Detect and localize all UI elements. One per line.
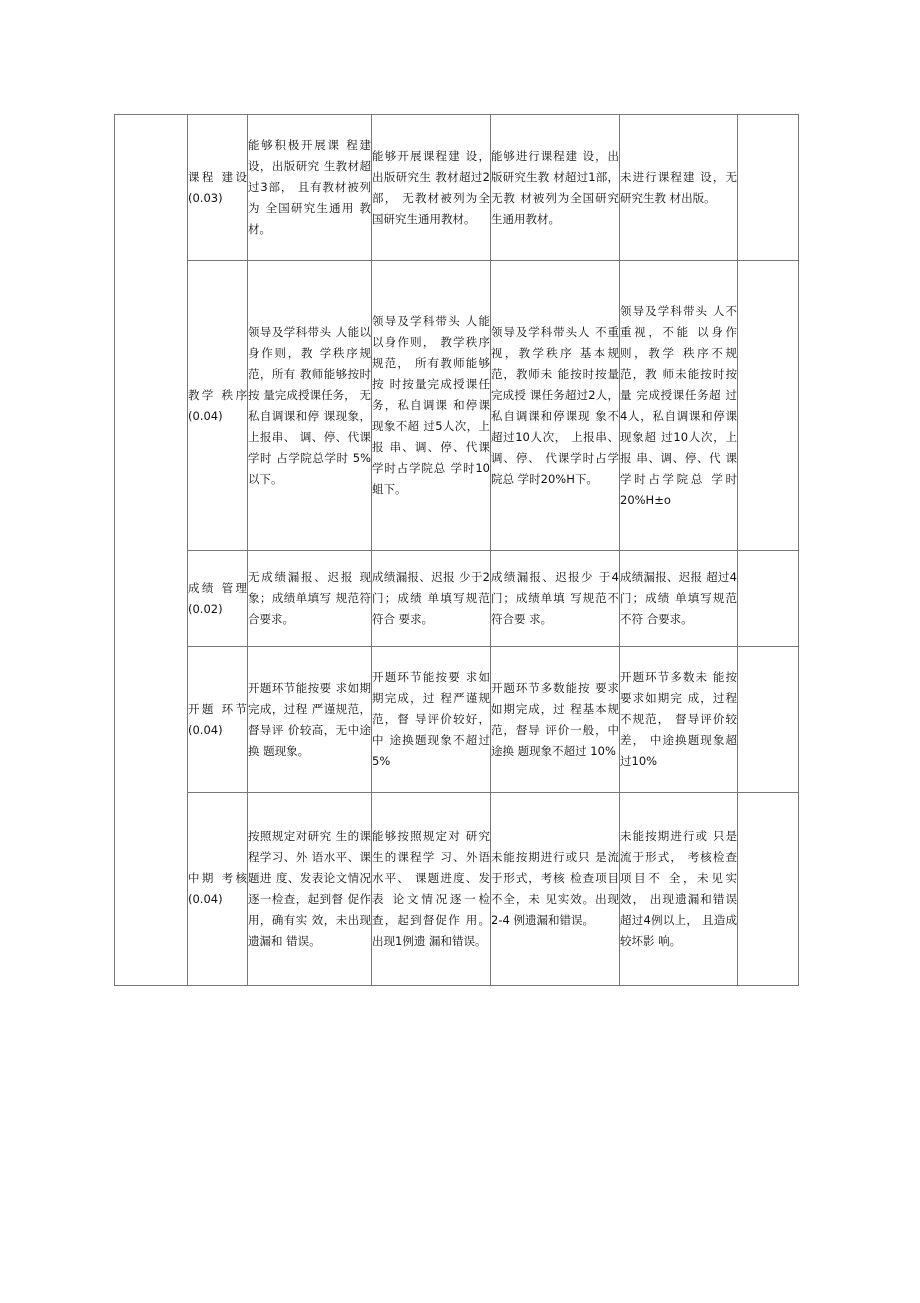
- level-text: 成绩漏报、迟报少 于4门；成绩单填 写规范不符合要 求。: [491, 570, 619, 626]
- table-row: [115, 793, 799, 986]
- item-cell: [188, 261, 248, 551]
- level-good-cell: [372, 551, 491, 647]
- table-row: [115, 115, 799, 261]
- level-text: 领导及学科带头 人能以身作则， 教学秩序规范， 所有教师能够按 时按量完成授课任务，私自调课 和停课现象不超 过5人次，上报 串、调、停、代课学时占学院总 学时10蛆下。: [372, 314, 490, 496]
- level-poor-cell: [620, 551, 738, 647]
- level-text: 成绩漏报、迟报 少于2门；成绩 单填写规范符合 要求。: [372, 570, 490, 626]
- level-text: 未能按期进行或 只是流于形式， 考核检查项目不 全，未见实效， 出现遗漏和错误 超过4例以上， 且造成较坏影 响。: [620, 829, 737, 948]
- level-text: 开题环节多数能按 要求如期完成，过 程基本规范，督导 评价一般，中途换 题现象不超过 10%: [491, 680, 619, 758]
- level-poor-cell: [620, 647, 738, 793]
- score-cell: [738, 647, 799, 793]
- item-label: 开题 环节: [188, 701, 247, 716]
- level-poor-cell: [620, 261, 738, 551]
- level-good-cell: [372, 261, 491, 551]
- level-fair-cell: [491, 551, 620, 647]
- score-cell: [738, 551, 799, 647]
- score-cell: [738, 115, 799, 261]
- level-text: 未能按期进行或只 是流于形式，考核 检查项目不全，未 见实效。出现 2-4 例遗漏和错误。: [491, 850, 619, 927]
- level-text: 无成绩漏报、迟报 现象；成绩单填写 规范符合要求。: [248, 570, 371, 626]
- evaluation-table: [114, 114, 799, 986]
- level-text: 开题环节多数未 能按要求如期完 成，过程不规范， 督导评价较差， 中途换题现象超 过10%: [620, 670, 737, 768]
- level-fair-cell: [491, 793, 620, 986]
- level-text: 领导及学科带头 人能以身作则，教 学秩序规范，所有 教师能够按时按 量完成授课任务， 无私自调课和停 课现象，上报串、 调、停、代课学时 占学院总学时 5% 以下。: [248, 324, 371, 486]
- item-label: 中期 考核: [188, 871, 247, 885]
- level-fair-cell: [491, 647, 620, 793]
- level-text: 能够按照规定对 研究生的课程学 习、外语水平、 课题进度、发表 论文情况逐一检 查，起到督促作 用。出现1例遗 漏和错误。: [372, 829, 490, 948]
- level-fair-cell: [491, 115, 620, 261]
- item-weight: (0.03): [188, 190, 223, 205]
- level-text: 未进行课程建 设，无研究生教 材出版。: [620, 169, 737, 205]
- level-excellent-cell: [248, 551, 372, 647]
- level-good-cell: [372, 647, 491, 793]
- item-weight: (0.04): [188, 892, 223, 906]
- level-text: 领导及学科带头 人不重视，不能 以身作则，教学 秩序不规范，教 师未能按时按量 完成授课任务超 过4人，私自调课和停课现象超 过10人次，上报 串、调、停、代 课学时占学院总 学时20%H±o: [620, 303, 737, 507]
- item-cell: [188, 115, 248, 261]
- table-row: [115, 647, 799, 793]
- level-text: 开题环节能按要 求如期完成，过 程严谨规范，督 导评价较好，中 途换题现象不超过5%: [372, 670, 490, 768]
- level-excellent-cell: [248, 793, 372, 986]
- item-weight: (0.04): [188, 722, 223, 737]
- level-excellent-cell: [248, 647, 372, 793]
- level-text: 领导及学科带头人 不重视，教学秩序 基本规范，教师未 能按时按量完成授 课任务超过2人， 私自调课和停课现 象不超过10人次， 上报串、调、停、 代课学时占学院总 学时20%H下。: [491, 324, 619, 486]
- table-row: [115, 261, 799, 551]
- level-poor-cell: [620, 115, 738, 261]
- score-cell: [738, 793, 799, 986]
- level-poor-cell: [620, 793, 738, 986]
- level-text: 能够开展课程建 设，出版研究生 教材超过2部， 无教材被列为全 国研究生通用教材。: [372, 148, 490, 226]
- level-excellent-cell: [248, 115, 372, 261]
- level-text: 成绩漏报、迟报 超过4门；成绩 单填写规范不符 合要求。: [620, 570, 737, 626]
- level-excellent-cell: [248, 261, 372, 551]
- level-text: 开题环节能按要 求如期完成，过程 严谨规范，督导评 价较高，无中途换 题现象。: [248, 680, 371, 758]
- level-good-cell: [372, 115, 491, 261]
- item-cell: [188, 647, 248, 793]
- item-weight: (0.04): [188, 408, 223, 423]
- item-weight: (0.02): [188, 601, 223, 616]
- item-cell: [188, 551, 248, 647]
- level-good-cell: [372, 793, 491, 986]
- category-cell: [115, 115, 188, 986]
- level-fair-cell: [491, 261, 620, 551]
- item-label: 成绩 管理: [188, 580, 247, 595]
- level-text: 能够积极开展课 程建设，出版研究 生教材超过3部， 且有教材被列为 全国研究生通用 教材。: [248, 138, 371, 236]
- level-text: 能够进行课程建 设，出版研究生教 材超过1部，无教 材被列为全国研究 生通用教材。: [491, 148, 619, 226]
- item-label: 课程 建设: [188, 169, 247, 184]
- item-cell: [188, 793, 248, 986]
- score-cell: [738, 261, 799, 551]
- table-row: [115, 551, 799, 647]
- item-label: 教学 秩序: [188, 387, 247, 402]
- level-text: 按照规定对研究 生的课程学习、外 语水平、课题进 度、发表论文情况 逐一检查，起到督 促作用，确有实 效，未出现遗漏和 错误。: [248, 829, 371, 948]
